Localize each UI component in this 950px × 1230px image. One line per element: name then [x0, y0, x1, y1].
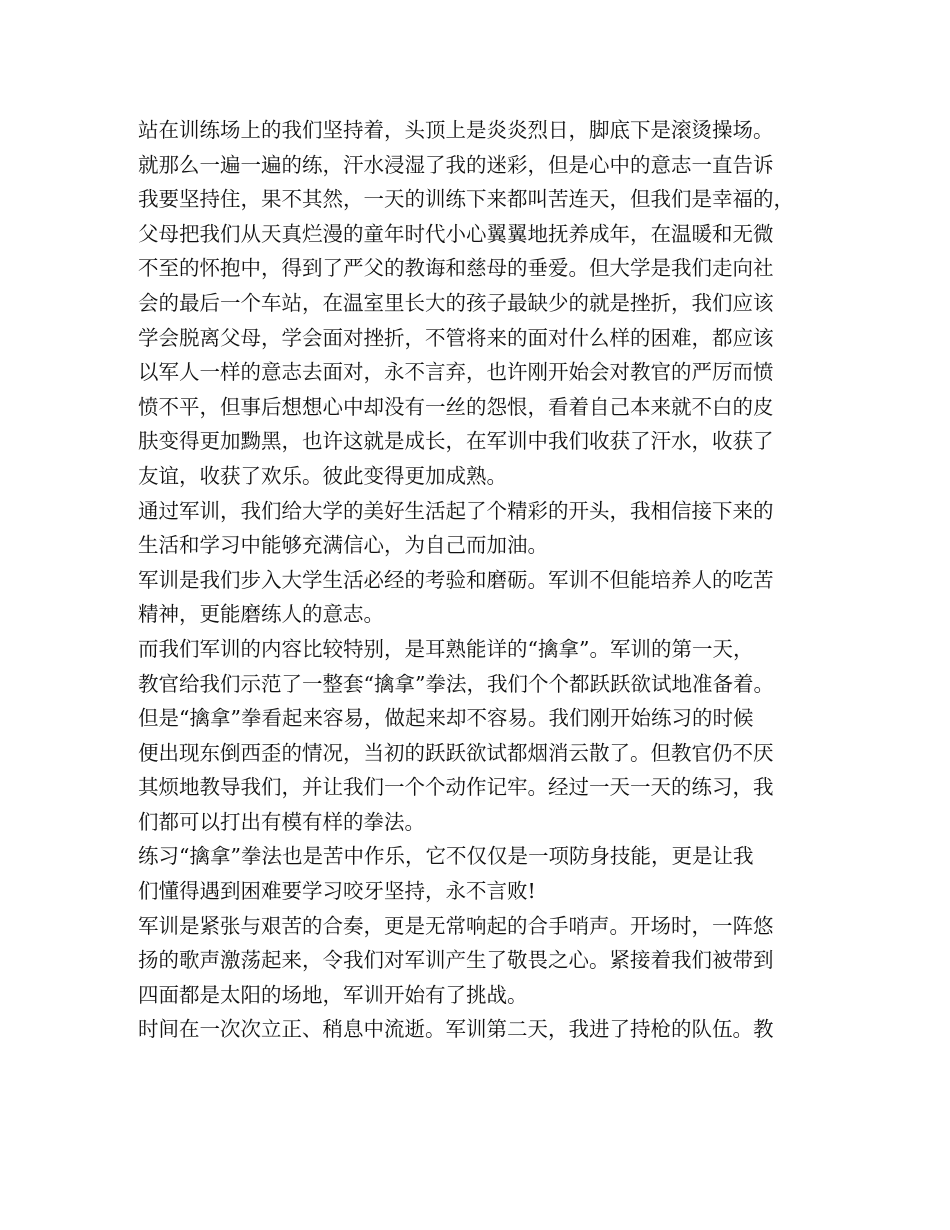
text-line: 愤不平，但事后想想心中却没有一丝的怨恨，看着自己本来就不白的皮	[138, 394, 774, 419]
text-line: 父母把我们从天真烂漫的童年时代小心翼翼地抚养成年，在温暖和无微	[138, 221, 774, 246]
text-line: 就那么一遍一遍的练，汗水浸湿了我的迷彩，但是心中的意志一直告诉	[138, 152, 774, 177]
text-line: 不至的怀抱中，得到了严父的教诲和慈母的垂爱。但大学是我们走向社	[138, 256, 774, 281]
text-line: 站在训练场上的我们坚持着，头顶上是炎炎烈日，脚底下是滚烫操场。	[138, 118, 774, 142]
text-line: 友谊，收获了欢乐。彼此变得更加成熟。	[138, 463, 507, 488]
text-line: 而我们军训的内容比较特别，是耳熟能详的“擒拿”。军训的第一天，	[138, 636, 754, 661]
text-line: 便出现东倒西歪的情况，当初的跃跃欲试都烟消云散了。但教官仍不厌	[138, 740, 774, 765]
body-text	[138, 113, 828, 1047]
text-line: 学会脱离父母，学会面对挫折，不管将来的面对什么样的困难，都应该	[138, 325, 774, 350]
text-line: 通过军训，我们给大学的美好生活起了个精彩的开头，我相信接下来的	[138, 498, 774, 523]
text-line: 扬的歌声激荡起来，令我们对军训产生了敬畏之心。紧接着我们被带到	[138, 948, 774, 973]
text-line: 四面都是太阳的场地，军训开始有了挑战。	[138, 982, 528, 1007]
text-line: 但是“擒拿”拳看起来容易，做起来却不容易。我们刚开始练习的时候	[138, 706, 754, 731]
text-line: 时间在一次次立正、稍息中流逝。军训第二天，我进了持枪的队伍。教	[138, 1017, 774, 1042]
text-line: 军训是紧张与艰苦的合奏，更是无常响起的合手哨声。开场时，一阵悠	[138, 913, 774, 938]
text-line: 会的最后一个车站，在温室里长大的孩子最缺少的就是挫折，我们应该	[138, 290, 774, 315]
text-line: 教官给我们示范了一整套“擒拿”拳法，我们个个都跃跃欲试地准备着。	[138, 671, 774, 696]
text-line: 军训是我们步入大学生活必经的考验和磨砺。军训不但能培养人的吃苦	[138, 567, 774, 592]
text-line: 以军人一样的意志去面对，永不言弃，也许刚开始会对教官的严厉而愤	[138, 360, 774, 385]
text-line: 们都可以打出有模有样的拳法。	[138, 809, 425, 834]
text-line: 其烦地教导我们，并让我们一个个动作记牢。经过一天一天的练习，我	[138, 775, 774, 800]
text-line: 肤变得更加黝黑，也许这就是成长，在军训中我们收获了汗水，收获了	[138, 429, 774, 454]
text-line: 练习“擒拿”拳法也是苦中作乐，它不仅仅是一项防身技能，更是让我	[138, 844, 754, 869]
text-line: 我要坚持住，果不其然，一天的训练下来都叫苦连天，但我们是幸福的，	[138, 187, 794, 212]
text-line: 精神，更能磨练人的意志。	[138, 602, 384, 627]
text-line: 生活和学习中能够充满信心，为自己而加油。	[138, 533, 548, 558]
text-line: 们懂得遇到困难要学习咬牙坚持，永不言败!	[138, 879, 536, 904]
